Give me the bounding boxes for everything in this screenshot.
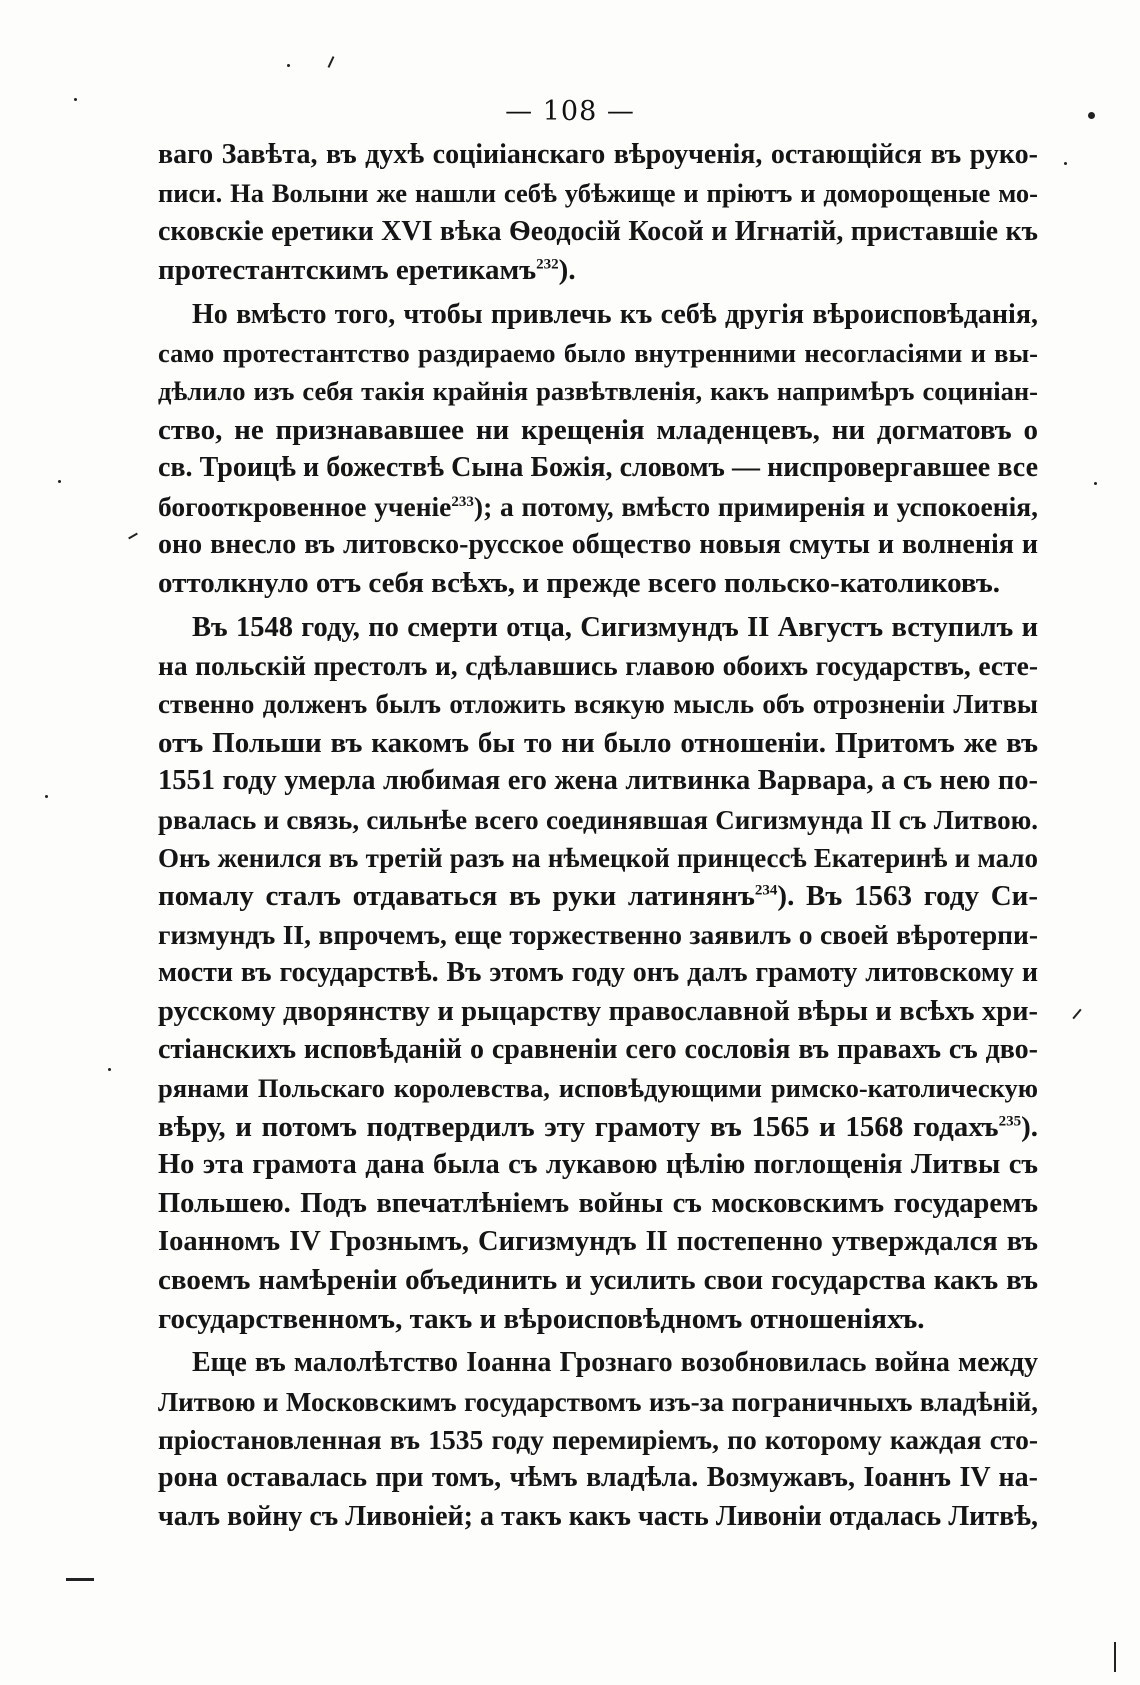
text-line xyxy=(158,647,1038,685)
line-text: своемъ намѣреніи объединить и усилить свои государства какъ въ xyxy=(158,1264,1038,1297)
text-line xyxy=(158,526,1038,564)
scan-speck xyxy=(108,1068,111,1071)
line-text: вѣру, и потомъ подтвердилъ эту грамоту въ 1565 и 1568 годахъ xyxy=(158,1110,999,1143)
scan-speck xyxy=(1064,162,1067,165)
text-line xyxy=(158,1498,1038,1536)
text-line xyxy=(158,1383,1038,1421)
text-line xyxy=(158,916,1038,954)
text-line xyxy=(158,724,1038,762)
text-line xyxy=(158,213,1038,251)
scan-mark xyxy=(1114,1642,1116,1672)
line-text: Іоанномъ IV Грознымъ, Сигизмундъ II постепенно утверждался въ xyxy=(158,1225,1038,1257)
line-text: ственно долженъ былъ отложить всякую мысль объ отрозненіи Литвы xyxy=(158,689,1038,720)
line-text: пріостановленная въ 1535 году перемиріемъ, по которому каждая сто- xyxy=(158,1423,1038,1455)
text-line xyxy=(158,993,1038,1031)
line-text: Еще въ малолѣтство Іоанна Грознаго возобновилась война между xyxy=(192,1347,1038,1379)
text-line xyxy=(158,564,1038,602)
line-text-after: ). xyxy=(558,254,576,287)
line-text: ваго Завѣта, въ духѣ соціиіанскаго вѣроученія, остающійся въ руко- xyxy=(158,139,1038,170)
text-line xyxy=(158,1459,1038,1497)
text-line xyxy=(158,296,1038,334)
text-line xyxy=(158,372,1038,410)
text-line xyxy=(158,877,1038,915)
line-text: чалъ войну съ Ливоніей; а такъ какъ часть Ливоніи отдалась Литвѣ, xyxy=(158,1500,1038,1532)
body-text xyxy=(158,136,1038,1536)
scan-speck xyxy=(1094,482,1097,485)
text-line xyxy=(158,174,1038,212)
line-text: на польскій престолъ и, сдѣлавшись главою обоихъ государствъ, есте- xyxy=(158,650,1038,682)
text-line xyxy=(158,609,1038,647)
line-text: помалу сталъ отдаваться въ руки латинянъ xyxy=(158,880,755,913)
line-text: рона оставалась при томъ, чѣмъ владѣла. Возмужавъ, Іоаннъ IV на- xyxy=(158,1462,1038,1494)
line-text: Литвою и Московскимъ государствомъ изъ-за пограничныхъ владѣній, xyxy=(158,1386,1038,1417)
page-number: — 108 — xyxy=(505,96,635,127)
line-text: Но эта грамота дана была съ лукавою цѣлію поглощенія Литвы съ xyxy=(158,1149,1038,1181)
text-line xyxy=(158,449,1038,487)
text-line xyxy=(158,1261,1038,1299)
line-text: 1551 году умерла любимая его жена литвинка Варвара, а съ нею по- xyxy=(158,765,1038,797)
text-line xyxy=(158,801,1038,839)
line-text: Въ 1548 году, по смерти отца, Сигизмундъ II Августъ вступилъ и xyxy=(192,611,1038,643)
scan-speck xyxy=(45,795,48,798)
line-text: мости въ государствѣ. Въ этомъ году онъ далъ грамоту литовскому и xyxy=(158,957,1038,989)
text-line xyxy=(158,1069,1038,1107)
line-text: Но вмѣсто того, чтобы привлечь къ себѣ другія вѣроисповѣданія, xyxy=(192,298,1038,330)
footnote-ref: 233 xyxy=(451,493,474,510)
text-line xyxy=(158,411,1038,449)
line-text: рянами Польскаго королевства, исповѣдующими римско-католическую xyxy=(158,1073,1038,1104)
line-text-after: ); а потому, вмѣсто примиренія и успокоенія, xyxy=(473,490,1039,522)
line-text-after: ). xyxy=(1021,1110,1038,1143)
scan-speck xyxy=(58,480,61,483)
line-text: Польшею. Подъ впечатлѣніемъ войны съ московскимъ государемъ xyxy=(158,1187,1038,1219)
line-text: стіанскихъ исповѣданій о сравненіи сего сословія въ правахъ съ дво- xyxy=(158,1033,1038,1065)
text-line xyxy=(158,685,1038,723)
text-line xyxy=(158,1421,1038,1459)
text-line xyxy=(158,1300,1038,1338)
footnote-ref: 232 xyxy=(536,256,559,273)
line-text: писи. На Волыни же нашли себѣ убѣжище и пріютъ и доморощеные мо- xyxy=(158,178,1038,209)
text-line xyxy=(158,1031,1038,1069)
line-text: св. Троицѣ и божествѣ Сына Божія, словомъ — ниспровергавшее все xyxy=(158,452,1038,484)
text-line xyxy=(158,839,1038,877)
line-text: богооткровенное ученіе xyxy=(158,490,452,522)
footnote-ref: 235 xyxy=(998,1113,1022,1130)
scan-speck xyxy=(1088,112,1095,119)
text-line xyxy=(158,136,1038,174)
line-text: Онъ женился въ третій разъ на нѣмецкой принцессѣ Екатеринѣ и мало xyxy=(158,843,1038,874)
scan-mark xyxy=(128,533,138,540)
line-text: русскому дворянству и рыцарству православной вѣры и всѣхъ хри- xyxy=(158,995,1038,1027)
line-text: сковскіе еретики XVI вѣка Ѳеодосій Косой и Игнатій, приставшіе къ xyxy=(158,215,1038,247)
line-text-after: ). Въ 1563 году Си- xyxy=(777,880,1039,913)
line-text: протестантскимъ еретикамъ xyxy=(158,254,537,287)
text-line xyxy=(158,488,1038,526)
scan-speck xyxy=(74,98,77,101)
text-line xyxy=(158,954,1038,992)
text-line xyxy=(158,1146,1038,1184)
line-text: дѣлило изъ себя такія крайнія развѣтвленія, какъ напримѣръ социніан- xyxy=(158,376,1038,407)
scan-speck xyxy=(287,64,290,67)
line-text: отъ Польши въ какомъ бы то ни было отношеніи. Притомъ же въ xyxy=(158,726,1038,759)
line-text: гизмундъ II, впрочемъ, еще торжественно заявилъ о своей вѣротерпи- xyxy=(158,918,1038,950)
scan-mark xyxy=(1072,1009,1081,1019)
line-text: рвалась и связь, сильнѣе всего соединявшая Сигизмунда II съ Литвою. xyxy=(158,804,1038,835)
line-text: оттолкнуло отъ себя всѣхъ, и прежде всего польско-католиковъ. xyxy=(158,567,1001,600)
footnote-ref: 234 xyxy=(754,882,778,899)
text-line xyxy=(158,1108,1038,1146)
scan-mark xyxy=(66,1578,94,1581)
scan-mark xyxy=(328,56,335,68)
text-line xyxy=(158,1185,1038,1223)
text-line xyxy=(158,1223,1038,1261)
line-text: ство, не признававшее ни крещенія младенцевъ, ни догматовъ о xyxy=(158,413,1038,446)
text-line xyxy=(158,334,1038,372)
line-text: оно внесло въ литовско-русское общество новыя смуты и волненія и xyxy=(158,528,1038,560)
line-text: само протестантство раздираемо было внутренними несогласіями и вы- xyxy=(158,337,1038,368)
text-line xyxy=(158,762,1038,800)
text-line xyxy=(158,251,1038,289)
text-line xyxy=(158,1344,1038,1382)
line-text: государственномъ, такъ и вѣроисповѣдномъ отношеніяхъ. xyxy=(158,1302,925,1335)
